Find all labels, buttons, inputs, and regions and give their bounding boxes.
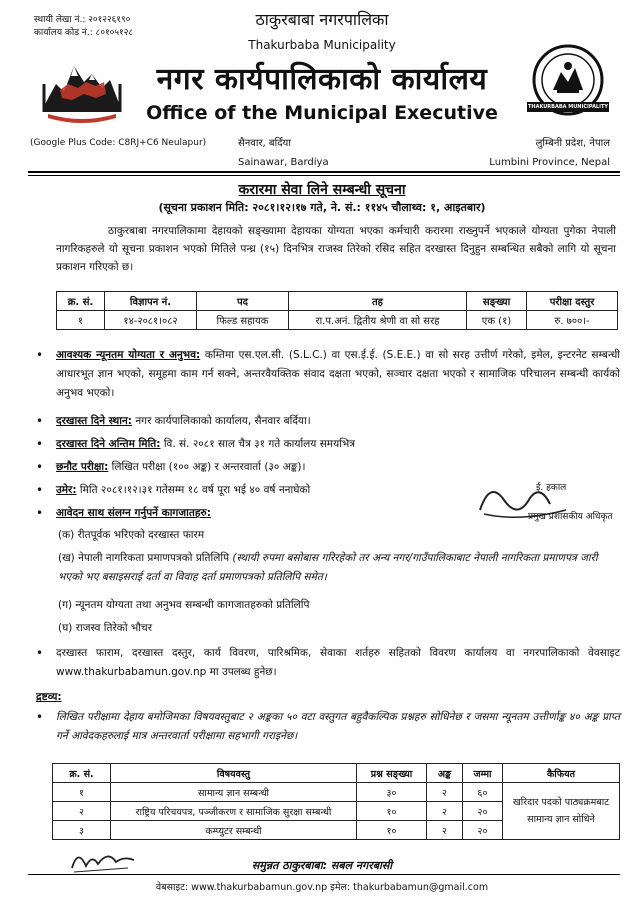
deadline-label: दरखास्त दिने अन्तिम मिति:: [56, 438, 161, 450]
table-row: [57, 311, 618, 330]
col-serial: क्र. सं.: [57, 292, 105, 311]
post-table: [56, 291, 618, 330]
address-nepali: सैनवार, बर्दिया: [238, 138, 291, 149]
cell: ३०: [357, 783, 427, 802]
col-remarks: कैफियत: [503, 764, 620, 783]
notice-title: करारमा सेवा लिने सम्बन्धी सूचना: [238, 182, 406, 198]
note-label: द्रष्टव्य:: [36, 691, 62, 703]
sthayi-lekha-number: स्थायी लेखा नं.: २०१२२६१९०: [34, 15, 131, 25]
notice-subtitle: (सूचना प्रकाशन मिति: २०८१।१२।१७ गते, ने. सं.: ११४५ चौलाथ्व: १, आइतबार): [158, 201, 486, 214]
address-english: Sainawar, Bardiya: [238, 157, 329, 168]
website-info-text: दरखास्त फाराम, दरखास्त दस्तुर, कार्य विवरण, पारिश्रमिक, सेवाका शर्तहरु सहितको विवरण कार्यालय वा नगरपालिकाको वेवसाइट www.thakurbabamun.gov.np मा उपलब्ध हुनेछ।: [56, 647, 620, 678]
footer-contact: वेबसाइट: www.thakurbabamun.gov.np इमेल: thakurbabamun@gmail.com: [155, 882, 489, 893]
cell: सामान्य ज्ञान सम्बन्धी: [111, 783, 357, 802]
list-item: • छनौट परीक्षा: लिखित परीक्षा (१०० अङ्क) र अन्तरवार्ता (३० अङ्क)।: [36, 460, 306, 474]
exam-table: [52, 763, 620, 840]
col-advert-no: विज्ञापन नं.: [105, 292, 197, 311]
office-name-english: Office of the Municipal Executive: [146, 102, 498, 124]
officer-title: प्रमुख प्रशासकीय अधिकृत: [528, 512, 613, 522]
remark-cell: खरिदार पदको पाठ्यक्रमबाट सामान्य ज्ञान सोधिने: [503, 783, 620, 840]
google-plus-code: (Google Plus Code: C8RJ+C6 Neulapur): [30, 138, 207, 148]
seal-caption: THAKURBABA MUNICIPALITY: [527, 104, 609, 110]
address-block: [238, 134, 329, 172]
officer-name: ई. हकाल: [536, 483, 567, 493]
table-row: [53, 783, 620, 802]
cell: २: [53, 802, 111, 821]
cell: २: [427, 821, 463, 840]
header-rule: [28, 171, 620, 173]
list-item: • दरखास्त दिने अन्तिम मिति: वि. सं. २०८१ साल चैत्र ३१ गते कार्यालय समयभित्र: [36, 437, 356, 451]
col-subject: विषयवस्तु: [111, 764, 357, 783]
application-place-label: दरखास्त दिने स्थान:: [56, 415, 133, 427]
cell: २: [427, 783, 463, 802]
col-post: पद: [197, 292, 289, 311]
cell: ६०: [463, 783, 503, 802]
document-item: (ग) न्यूनतम योग्यता तथा अनुभव सम्बन्धी कागजातहरुको प्रतिलिपि: [58, 599, 310, 611]
document-item: (क) रीतपूर्वक भरिएको दरखास्त फारम: [58, 529, 205, 541]
list-item: • लिखित परीक्षामा देहाय बमोजिमका विषयवस्तुबाट २ अङ्कका ५० वटा वस्तुगत बहुवैकल्पिक प्रश्नहरु सोधिनेछ र जसमा न्यूनतम उत्तीर्णाङ्क ४० अङ्क प्राप्त गर्ने आवेदकहरुलाई मात्र अन्तरवार्ता परीक्षामा सहभागी गराइनेछ।: [36, 708, 620, 746]
province-english: Lumbini Province, Nepal: [489, 157, 610, 168]
cell: १: [53, 783, 111, 802]
cell: २०: [463, 821, 503, 840]
exam-table-header: [53, 764, 620, 783]
col-total: जम्मा: [463, 764, 503, 783]
header-rule-thin: [28, 175, 620, 176]
selection-exam-text: लिखित परीक्षा (१०० अङ्क) र अन्तरवार्ता (३० अङ्क)।: [108, 461, 306, 473]
cell: ३: [53, 821, 111, 840]
office-name-nepali: नगर कार्यपालिकाको कार्यालय: [156, 62, 488, 97]
cell: रु. ७००।-: [527, 311, 618, 330]
province-nepali: लुम्बिनी प्रदेश, नेपाल: [535, 138, 610, 149]
col-serial: क्र. सं.: [53, 764, 111, 783]
deadline-text: वि. सं. २०८१ साल चैत्र ३१ गते कार्यालय समयभित्र: [160, 438, 356, 450]
application-place-text: नगर कार्यपालिकाको कार्यालय, सैनवार बर्दिया।: [132, 415, 311, 427]
post-table-header: [57, 292, 618, 311]
list-item: • आवश्यक न्यूनतम योग्यता र अनुभव: कम्तिमा एस.एल.सी. (S.L.C.) वा एस.ई.ई. (S.E.E.) वा सो सरह उत्तीर्ण गरेको, इमेल, इन्टरनेट सम्बन्धी आधारभूत ज्ञान भएको, समूहमा काम गर्न सक्ने, अन्तरवैयक्तिक संवाद दक्षता भएको, सञ्चार दक्षता भएको र सामाजिक परिचालन सम्बन्धी कार्यको अनुभव भएको।: [36, 348, 620, 399]
documents-label: आवेदन साथ संलग्न गर्नुपर्ने कागजातहरु:: [56, 507, 211, 519]
cell: २०: [463, 802, 503, 821]
exam-note-text: लिखित परीक्षामा देहाय बमोजिमका विषयवस्तुबाट २ अङ्कका ५० वटा वस्तुगत बहुवैकल्पिक प्रश्नहरु सोधिनेछ र जसमा न्यूनतम उत्तीर्णाङ्क ४० अङ्क प्राप्त गर्ने आवेदकहरुलाई मात्र अन्तरवार्ता परीक्षामा सहभागी गराइनेछ।: [56, 711, 620, 742]
selection-exam-label: छनौट परीक्षा:: [56, 461, 109, 473]
col-questions: प्रश्न सङ्ख्या: [357, 764, 427, 783]
notice-paragraph: ठाकुरबाबा नगरपालिकामा देहायको सङ्ख्यामा देहायका योग्यता भएका कर्मचारी करारमा राख्नुपर्ने भएकाले योग्यता पुगेका नेपाली नागरिकहरुले यो सूचना प्रकाशन भएको मितिले पन्ध्र (१५) दिनभित्र राजस्व तिरेको रसिद सहित दरखास्त दिनुहुन सम्बन्धित सबैको लागि यो सूचना प्रकाशन गरिएको छ।: [56, 225, 616, 273]
qualification-label: आवश्यक न्यूनतम योग्यता र अनुभव:: [56, 349, 201, 361]
list-item: • उमेर: मिति २०८१।१२।३१ गतेसम्म १८ वर्ष पूरा भई ४० वर्ष ननाघेको: [36, 483, 311, 497]
cell: १०: [357, 821, 427, 840]
cell: १४-२०८१।०८२: [105, 311, 197, 330]
footer-slogan: समुन्नत ठाकुरबाबा: सबल नगरबासी: [251, 859, 393, 872]
list-item: • दरखास्त दिने स्थान: नगर कार्यपालिकाको कार्यालय, सैनवार बर्दिया।: [36, 414, 311, 428]
col-count: सङ्ख्या: [467, 292, 527, 311]
municipality-name-nepali: ठाकुरबाबा नगरपालिका: [255, 10, 389, 29]
col-marks: अङ्क: [427, 764, 463, 783]
document-item: (ख) नेपाली नागरिकता प्रमाणपत्रको प्रतिलिपि (स्थायी रुपमा बसोबास गरिरहेको तर अन्य नगर/गाउँपालिकाबाट नेपाली नागरिकता प्रमाणपत्र जारी भएको भए बसाइसराई दर्ता वा विवाह दर्ता प्रमाणपत्रको प्रतिलिपि समेत।: [58, 552, 598, 583]
karyalaya-code: कार्यालय कोड नं.: ८०१०५१२८: [34, 28, 134, 38]
cell: कम्प्युटर सम्बन्धी: [111, 821, 357, 840]
list-item: • दरखास्त फाराम, दरखास्त दस्तुर, कार्य विवरण, पारिश्रमिक, सेवाका शर्तहरु सहितको विवरण कार्यालय वा नगरपालिकाको वेवसाइट www.thakurbabamun.gov.np मा उपलब्ध हुनेछ।: [36, 644, 620, 682]
document-item: (घ) राजस्व तिरेको भौचर: [58, 622, 152, 634]
province-block: [470, 134, 610, 172]
municipality-name-english: Thakurbaba Municipality: [248, 38, 396, 52]
footer-rule: [28, 874, 620, 875]
cell: राष्ट्रिय परिचयपत्र, पञ्जीकरण र सामाजिक सुरक्षा सम्बन्धी: [111, 802, 357, 821]
cell: एक (१): [467, 311, 527, 330]
cell: १०: [357, 802, 427, 821]
cell: फिल्ड सहायक: [197, 311, 289, 330]
age-label: उमेर:: [56, 484, 77, 496]
col-level: तह: [289, 292, 467, 311]
cell: रा.प.अनं. द्वितीय श्रेणी वा सो सरह: [289, 311, 467, 330]
list-item: • आवेदन साथ संलग्न गर्नुपर्ने कागजातहरु:: [36, 506, 211, 520]
age-text: मिति २०८१।१२।३१ गतेसम्म १८ वर्ष पूरा भई ४० वर्ष ननाघेको: [76, 484, 311, 496]
cell: २: [427, 802, 463, 821]
col-fee: परीक्षा दस्तुर: [527, 292, 618, 311]
cell: १: [57, 311, 105, 330]
qualification-text: कम्तिमा एस.एल.सी. (S.L.C.) वा एस.ई.ई. (S.E.E.) वा सो सरह उत्तीर्ण गरेको, इमेल, इन्टरनेट सम्बन्धी आधारभूत ज्ञान भएको, समूहमा काम गर्न सक्ने, अन्तरवैयक्तिक संवाद दक्षता भएको, सञ्चार दक्षता भएको र सामाजिक परिचालन सम्बन्धी कार्यको अनुभव भएको।: [56, 349, 620, 399]
